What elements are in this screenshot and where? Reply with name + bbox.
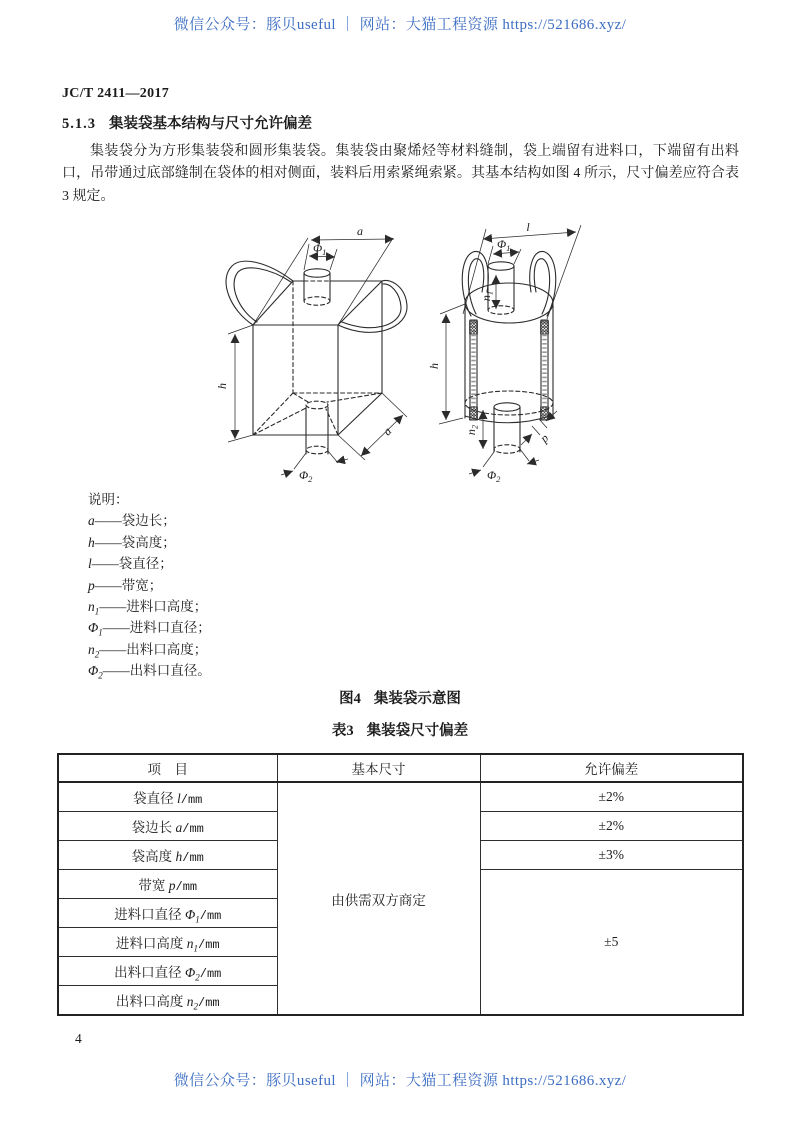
legend-item: $\Phi_1——$进料口直径； bbox=[88, 620, 211, 639]
table-header-row bbox=[58, 754, 743, 782]
legend-item: a——袋边长； bbox=[88, 513, 176, 529]
square-bag-figure bbox=[215, 224, 407, 484]
standard-number: JC/T 2411—2017 bbox=[62, 86, 170, 101]
item-cell: 袋高度 h/mm bbox=[58, 841, 277, 870]
dim-label-phi1-left: $\Phi_1$ bbox=[313, 241, 327, 257]
dim-label-h-left: h bbox=[215, 383, 229, 389]
section-title: 集装袋基本结构与尺寸允许偏差 bbox=[109, 116, 312, 132]
legend-item: $n_2——$出料口高度； bbox=[88, 641, 208, 660]
page-number: 4 bbox=[75, 1031, 82, 1046]
figure-diagram bbox=[180, 222, 600, 497]
section-number: 5.1.3 bbox=[62, 116, 96, 132]
watermark-footer: 微信公众号：豚贝useful ｜ 网站：大猫工程资源 https://521686.xyz/ bbox=[173, 1073, 627, 1089]
legend-item: h——袋高度； bbox=[88, 534, 176, 550]
spec-table-wrapper bbox=[57, 753, 744, 1016]
item-cell: 进料口直径 $\Phi_1/mm$ bbox=[58, 899, 277, 928]
side-strap-right bbox=[541, 320, 549, 420]
spec-table bbox=[57, 753, 744, 1016]
item-cell: 袋直径 l/mm bbox=[58, 782, 277, 812]
dim-label-phi1-right: $\Phi_1$ bbox=[497, 237, 511, 253]
col-header-allowed-deviation: 允许偏差 bbox=[480, 754, 743, 782]
dim-label-l: l bbox=[526, 222, 530, 234]
deviation-cell: ±2% bbox=[480, 812, 743, 841]
item-cell: 出料口直径 $\Phi_2/mm$ bbox=[58, 957, 277, 986]
legend-item: l——袋直径； bbox=[88, 556, 173, 572]
side-strap-left bbox=[470, 320, 478, 420]
figure-caption: 图4 集装袋示意图 bbox=[339, 691, 461, 707]
col-header-basic-size: 基本尺寸 bbox=[277, 754, 480, 782]
legend-title: 说明： bbox=[88, 492, 129, 507]
watermark-header: 微信公众号：豚贝useful ｜ 网站：大猫工程资源 https://521686.xyz/ bbox=[173, 17, 627, 33]
section-heading bbox=[62, 112, 312, 133]
figure-legend bbox=[88, 489, 211, 682]
dim-label-phi2-left: $\Phi_2$ bbox=[299, 468, 313, 484]
bulk-bag-diagram bbox=[180, 222, 600, 492]
dim-label-h-right: h bbox=[427, 363, 441, 369]
deviation-cell: ±2% bbox=[480, 782, 743, 812]
dim-label-a-bottom: a bbox=[380, 424, 395, 439]
legend-item: p——带宽； bbox=[88, 577, 163, 593]
dim-label-phi2-right: $\Phi_2$ bbox=[487, 468, 501, 484]
item-cell: 出料口高度 $n_2/mm$ bbox=[58, 986, 277, 1016]
dim-label-n1: $n_1$ bbox=[479, 290, 495, 302]
basic-size-merged-cell: 由供需双方商定 bbox=[277, 782, 480, 1015]
legend-item: $n_1——$进料口高度； bbox=[88, 598, 208, 617]
dim-label-a-top: a bbox=[357, 224, 363, 238]
deviation-cell: ±3% bbox=[480, 841, 743, 870]
legend-item: $\Phi_2——$出料口直径。 bbox=[88, 663, 211, 681]
round-bag-figure bbox=[427, 222, 581, 484]
item-cell: 袋边长 a/mm bbox=[58, 812, 277, 841]
col-header-item: 项 目 bbox=[58, 754, 277, 782]
item-cell: 进料口高度 $n_1/mm$ bbox=[58, 928, 277, 957]
dim-label-p: p bbox=[537, 430, 552, 446]
deviation-merged-cell: ±5 bbox=[480, 870, 743, 1016]
table-row bbox=[58, 782, 743, 812]
dim-label-n2: $n_2$ bbox=[464, 424, 480, 436]
body-paragraph: 集装袋分为方形集装袋和圆形集装袋。集装袋由聚烯烃等材料缝制，袋上端留有进料口，下端留有出料口，吊带通过底部缝制在袋体的相对侧面，装料后用索紧绳索紧。其基本结构如图 4 所示，尺寸偏差应符合表 3 规定。 bbox=[62, 144, 739, 204]
table-caption: 表3 集装袋尺寸偏差 bbox=[331, 723, 469, 739]
item-cell: 带宽 p/mm bbox=[58, 870, 277, 899]
